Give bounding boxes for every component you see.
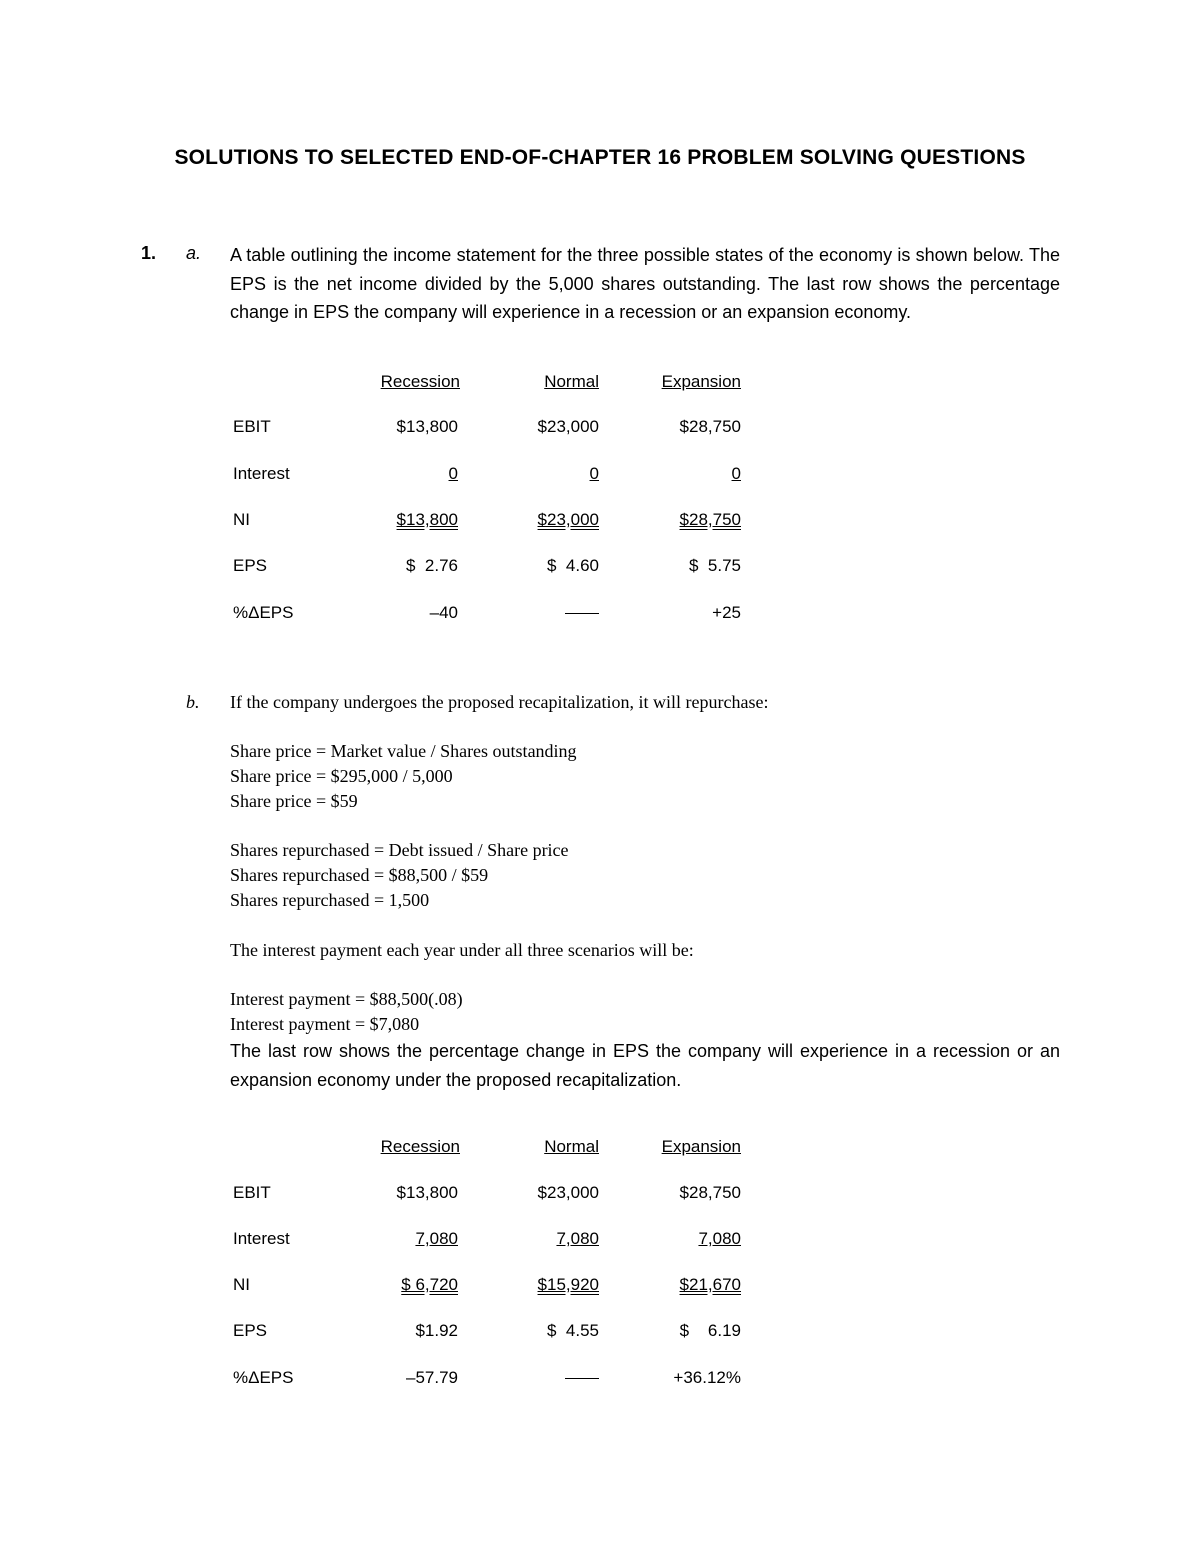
- cell: –40: [429, 603, 458, 622]
- interest-intro: The interest payment each year under all three scenarios will be:: [230, 940, 694, 960]
- row-label: EBIT: [233, 417, 271, 436]
- table-row-ni: [230, 510, 760, 536]
- page-title: SOLUTIONS TO SELECTED END-OF-CHAPTER 16 PROBLEM SOLVING QUESTIONS: [174, 146, 1026, 169]
- question-number: 1.: [141, 243, 157, 263]
- col-header-normal: Normal: [544, 372, 599, 391]
- cell: 7,080: [698, 1229, 741, 1248]
- cell: $28,750: [679, 510, 741, 529]
- cell: $23,000: [537, 510, 599, 529]
- cell: $15,920: [537, 1275, 599, 1294]
- cell: 7,080: [415, 1229, 458, 1248]
- table-row-pct-change: [230, 603, 760, 629]
- row-label: EBIT: [233, 1183, 271, 1202]
- cell: +25: [712, 603, 741, 622]
- cell: $13,800: [396, 417, 458, 436]
- col-header-recession: Recession: [380, 372, 460, 391]
- cell: +36.12%: [673, 1368, 741, 1387]
- cell: $23,000: [537, 1183, 599, 1202]
- share-price-line: Share price = $295,000 / 5,000: [230, 766, 453, 786]
- cell: 7,080: [556, 1229, 599, 1248]
- col-header-normal: Normal: [544, 1137, 599, 1156]
- part-a-paragraph: A table outlining the income statement for the three possible states of the economy is shown below. The EPS is the net income divided by the 5,000 shares outstanding. The last row shows the percentage change in EPS the company will experience in a recession or an expansion economy.: [230, 245, 1060, 322]
- part-b-paragraph: The last row shows the percentage change in EPS the company will experience in a recession or an expansion economy under the proposed recapitalization.: [230, 1041, 1060, 1090]
- repurchase-line: Shares repurchased = Debt issued / Share price: [230, 840, 569, 860]
- table-a-header: [230, 372, 760, 398]
- cell: $ 4.55: [547, 1321, 599, 1340]
- part-b-label: b.: [186, 692, 200, 712]
- cell: $13,800: [396, 510, 458, 529]
- cell: 0: [589, 464, 599, 483]
- row-label: EPS: [233, 556, 268, 575]
- cell: $ 4.60: [547, 556, 599, 575]
- table-row-ni: [230, 1275, 760, 1301]
- row-label: NI: [233, 510, 250, 529]
- cell: $ 5.75: [689, 556, 741, 575]
- cell: 0: [448, 464, 458, 483]
- row-label: EPS: [233, 1321, 268, 1340]
- cell: $23,000: [537, 417, 599, 436]
- cell: 0: [731, 464, 741, 483]
- table-row-ebit: [230, 417, 760, 443]
- cell-dash: [515, 603, 599, 623]
- cell: $21,670: [679, 1275, 741, 1294]
- repurchase-line: Shares repurchased = 1,500: [230, 890, 430, 910]
- interest-line: Interest payment = $7,080: [230, 1014, 420, 1034]
- cell: $28,750: [679, 417, 741, 436]
- table-row-interest: [230, 1229, 760, 1255]
- row-label: Interest: [233, 1229, 290, 1248]
- table-b-header: [230, 1137, 760, 1163]
- row-label: %ΔEPS: [233, 1368, 294, 1387]
- interest-line: Interest payment = $88,500(.08): [230, 989, 463, 1009]
- col-header-expansion: Expansion: [661, 372, 741, 391]
- cell: $13,800: [396, 1183, 458, 1202]
- repurchase-line: Shares repurchased = $88,500 / $59: [230, 865, 489, 885]
- col-header-expansion: Expansion: [661, 1137, 741, 1156]
- cell: –57.79: [406, 1368, 458, 1387]
- cell: $ 6,720: [401, 1275, 458, 1294]
- row-label: NI: [233, 1275, 250, 1294]
- table-row-eps: [230, 556, 760, 582]
- table-row-eps: [230, 1321, 760, 1347]
- share-price-line: Share price = $59: [230, 791, 358, 811]
- cell: $ 6.19: [679, 1321, 741, 1340]
- part-a-label: a.: [186, 243, 202, 263]
- table-row-interest: [230, 464, 760, 490]
- table-row-pct-change: [230, 1368, 760, 1394]
- cell: $28,750: [679, 1183, 741, 1202]
- cell: $ 2.76: [406, 556, 458, 575]
- row-label: %ΔEPS: [233, 603, 294, 622]
- part-b-intro: If the company undergoes the proposed recapitalization, it will repurchase:: [230, 692, 769, 712]
- cell: $1.92: [415, 1321, 458, 1340]
- table-row-ebit: [230, 1183, 760, 1209]
- cell-dash: [515, 1368, 599, 1388]
- col-header-recession: Recession: [380, 1137, 460, 1156]
- share-price-line: Share price = Market value / Shares outstanding: [230, 741, 577, 761]
- row-label: Interest: [233, 464, 290, 483]
